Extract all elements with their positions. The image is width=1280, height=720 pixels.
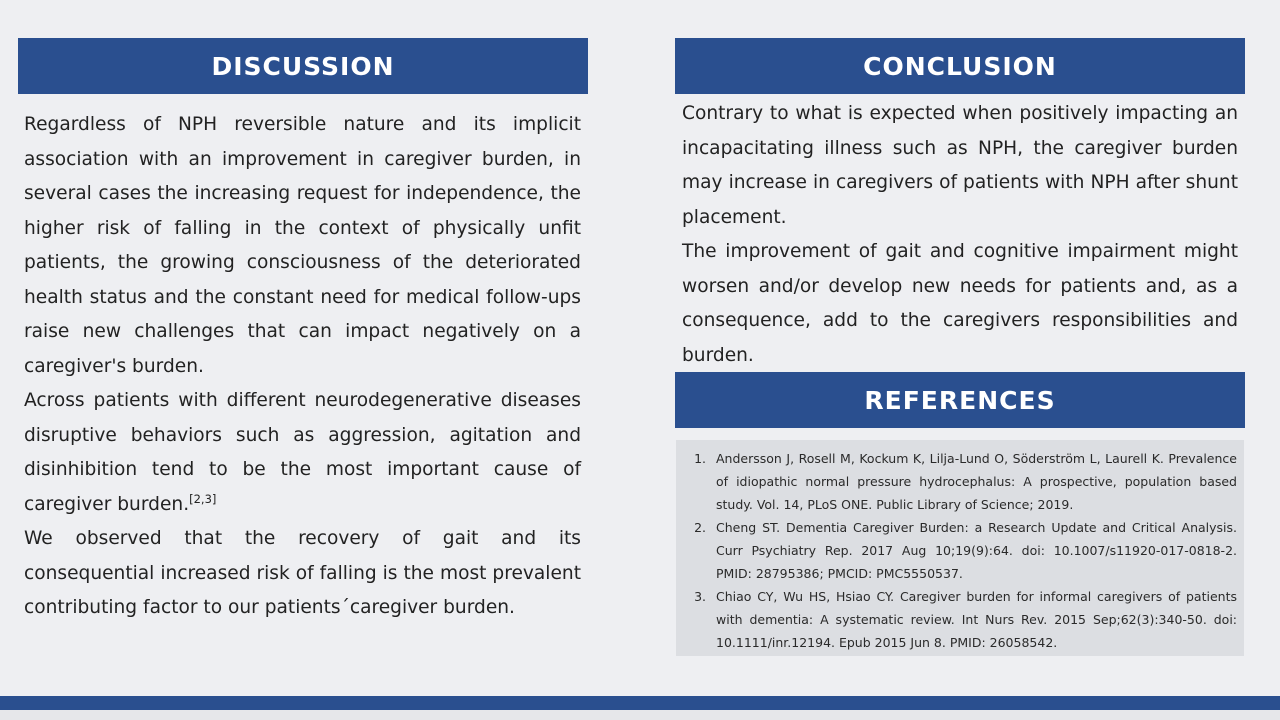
conclusion-paragraph-2: The improvement of gait and cognitive impairment might worsen and/or develop new needs for patients and, as a consequence, add to the caregivers responsibilities and burden. <box>682 241 1238 366</box>
footer-strip <box>0 710 1280 720</box>
reference-item-2: 2. Cheng ST. Dementia Caregiver Burden: a Research Update and Critical Analysis. Curr Psychiatry Rep. 2017 Aug 10;19(9):64. doi: 10.1007/s11920-017-0818-2. PMID: 28795386; PMCID: PMC5550537. <box>710 516 1237 585</box>
discussion-paragraph-2 <box>24 384 581 522</box>
discussion-title: DISCUSSION <box>211 51 395 81</box>
conclusion-body <box>682 97 1238 373</box>
reference-item-1: 1. Andersson J, Rosell M, Kockum K, Lilja-Lund O, Söderström L, Laurell K. Prevalence of idiopathic normal pressure hydrocephalus: A prospective, population based study. Vol. 14, PLoS ONE. Public Library of Science; 2019. <box>710 447 1237 516</box>
conclusion-paragraph-1: Contrary to what is expected when positively impacting an incapacitating illness such as NPH, the caregiver burden may increase in caregivers of patients with NPH after shunt placement. <box>682 103 1238 228</box>
discussion-paragraph-1: Regardless of NPH reversible nature and its implicit association with an improvement in caregiver burden, in several cases the increasing request for independence, the higher risk of falling in the context of physically unfit patients, the growing consciousness of the deteriorated health status and the constant need for medical follow-ups raise new challenges that can impact negatively on a caregiver's burden. <box>24 114 581 377</box>
citation-superscript: [2,3] <box>189 491 217 506</box>
references-title: REFERENCES <box>864 385 1056 415</box>
discussion-header <box>18 38 588 94</box>
references-header <box>675 372 1245 428</box>
footer-bar <box>0 696 1280 710</box>
references-list <box>683 447 1237 654</box>
references-box <box>676 440 1244 656</box>
conclusion-header <box>675 38 1245 94</box>
reference-item-3: 3. Chiao CY, Wu HS, Hsiao CY. Caregiver burden for informal caregivers of patients with dementia: A systematic review. Int Nurs Rev. 2015 Sep;62(3):340-50. doi: 10.1111/inr.12194. Epub 2015 Jun 8. PMID: 26058542. <box>710 585 1237 654</box>
discussion-paragraph-3: We observed that the recovery of gait and its consequential increased risk of falling is the most prevalent contributing factor to our patients´caregiver burden. <box>24 528 581 618</box>
conclusion-title: CONCLUSION <box>863 51 1057 81</box>
discussion-body <box>24 108 581 626</box>
discussion-paragraph-2-text: Across patients with different neurodegenerative diseases disruptive behaviors such as aggression, agitation and disinhibition tend to be the most important cause of caregiver burden. <box>24 390 581 515</box>
